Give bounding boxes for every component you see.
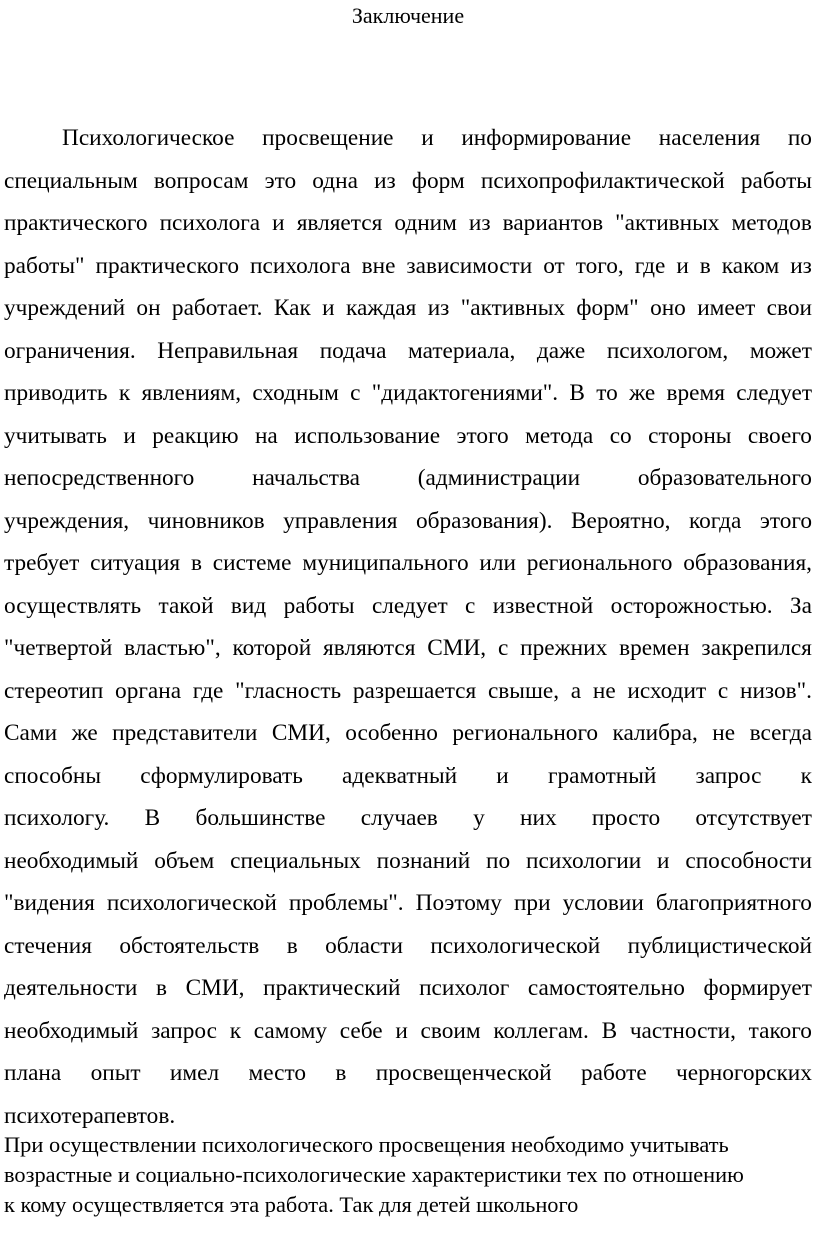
- word: такой: [158, 592, 214, 619]
- paragraph-line: [4, 1052, 812, 1095]
- word: место: [248, 1060, 306, 1086]
- word: Психологическое: [62, 125, 235, 151]
- word: способны: [4, 762, 101, 789]
- word: школьного: [476, 1192, 579, 1217]
- word: СМИ,: [427, 635, 487, 661]
- word: с: [717, 677, 729, 704]
- word: реакцию: [152, 422, 239, 449]
- word: "активных: [460, 295, 566, 321]
- word: по: [603, 1162, 627, 1187]
- word: запрос: [151, 1017, 217, 1044]
- word: психопрофилактической: [480, 167, 725, 194]
- word: необходимый: [4, 847, 139, 874]
- word: Как: [273, 295, 311, 321]
- word: от: [543, 252, 565, 279]
- word: практического: [4, 210, 148, 236]
- word: эта: [229, 1192, 260, 1217]
- paragraph-line: [4, 840, 812, 883]
- paragraph-line: [4, 415, 812, 458]
- word: специальным: [4, 167, 138, 194]
- word: психологической: [430, 932, 601, 959]
- word: каждая: [346, 295, 417, 321]
- word: ограничения.: [4, 337, 136, 364]
- word: для: [378, 1192, 412, 1217]
- word: запрос: [695, 762, 762, 789]
- word: и: [395, 1017, 408, 1044]
- paragraph-line: [4, 925, 812, 968]
- word: прежних: [520, 635, 608, 661]
- word: учреждений: [4, 295, 126, 321]
- word: где: [634, 252, 666, 279]
- word: Вероятно,: [570, 507, 671, 534]
- word: способности: [685, 847, 812, 874]
- word: "активных: [615, 210, 720, 236]
- word: системе: [212, 550, 292, 576]
- word: работы": [4, 252, 85, 279]
- word: даже: [536, 337, 586, 364]
- word: просвещение: [262, 125, 394, 151]
- word: психологической: [106, 890, 277, 916]
- word: же: [71, 720, 98, 746]
- word: из: [790, 252, 812, 279]
- word: работы: [283, 592, 355, 619]
- word: стороны: [648, 422, 732, 449]
- word: является: [296, 210, 383, 236]
- word: в: [335, 1060, 347, 1086]
- word: сходным: [252, 380, 339, 406]
- word: использование: [294, 422, 441, 449]
- word: вариантов: [502, 210, 604, 236]
- word: форм": [576, 295, 639, 321]
- word: психолог: [419, 975, 510, 1001]
- word: самостоятельно: [527, 975, 685, 1001]
- word: каком: [721, 252, 780, 279]
- word: калибра,: [612, 720, 698, 746]
- word: себе: [339, 1017, 383, 1044]
- paragraph-line: [4, 967, 812, 1010]
- word: психолога: [250, 252, 351, 279]
- word: деятельности: [4, 975, 138, 1001]
- word: следует: [371, 592, 448, 619]
- word: свыше,: [487, 677, 560, 704]
- word: осуществляется: [71, 1192, 224, 1217]
- word: частности,: [629, 1017, 736, 1044]
- word: плана: [4, 1060, 62, 1086]
- word: явлениям,: [141, 380, 242, 406]
- word: психологии: [526, 847, 642, 874]
- word: муниципального: [302, 550, 469, 576]
- word: зависимости: [406, 252, 533, 279]
- document-title: Заключение: [351, 3, 465, 28]
- word: образования).: [415, 507, 553, 534]
- word: населения: [658, 125, 761, 151]
- paragraph-line: [4, 287, 812, 330]
- word: отсутствует: [695, 805, 812, 831]
- word: В: [569, 380, 585, 406]
- word: имеет: [697, 295, 756, 321]
- word: с: [465, 592, 476, 619]
- word: характеристики: [411, 1162, 562, 1187]
- word: из: [427, 295, 450, 321]
- word: При: [4, 1132, 44, 1157]
- paragraph-line: [4, 542, 812, 585]
- word: и: [496, 762, 509, 789]
- word: публицистической: [627, 932, 812, 959]
- word: по: [486, 847, 511, 874]
- word: (администрации: [417, 465, 581, 491]
- word: большинстве: [195, 805, 326, 831]
- paragraph-line: [4, 372, 812, 415]
- word: осторожностью.: [610, 592, 773, 619]
- word: отношению: [632, 1162, 744, 1187]
- word: вид: [230, 592, 267, 619]
- word: Сами: [4, 720, 58, 746]
- word: За: [789, 592, 812, 619]
- word: просвещения: [378, 1132, 506, 1157]
- word: низов".: [739, 677, 812, 704]
- word: этого: [456, 422, 509, 449]
- word: психологического: [201, 1132, 374, 1157]
- word: особенно: [345, 720, 438, 746]
- paragraph-line: [4, 755, 812, 798]
- word: одна: [312, 167, 358, 194]
- paragraph-line: [4, 712, 812, 755]
- word: к: [800, 762, 812, 789]
- word: являются: [323, 635, 416, 661]
- word: материала,: [408, 337, 516, 364]
- word: возрастные: [4, 1162, 113, 1187]
- word: которой: [232, 635, 312, 661]
- word: и: [123, 422, 136, 449]
- word: представители: [112, 720, 258, 746]
- word: кому: [20, 1192, 67, 1217]
- word: требует: [4, 550, 80, 576]
- paragraph-line: [4, 330, 812, 373]
- word: "гласность: [235, 677, 342, 704]
- word: специальных: [230, 847, 361, 874]
- word: социально-психологические: [135, 1162, 406, 1187]
- paragraph-line: [4, 1190, 812, 1220]
- word: и: [272, 210, 285, 236]
- word: тех: [567, 1162, 598, 1187]
- word: в: [286, 932, 298, 959]
- word: при: [513, 890, 551, 916]
- word: этого: [759, 507, 812, 534]
- word: методов: [731, 210, 812, 236]
- word: имел: [169, 1060, 220, 1086]
- paragraph-line: [4, 627, 812, 670]
- word: учреждения,: [4, 507, 130, 534]
- word: осуществлять: [4, 592, 142, 619]
- word: благоприятного: [655, 890, 812, 916]
- word: у: [473, 805, 485, 831]
- word: СМИ,: [185, 975, 245, 1001]
- word: и: [657, 847, 670, 874]
- word: то: [596, 380, 618, 406]
- word: это: [264, 167, 297, 194]
- word: грамотный: [547, 762, 657, 789]
- paragraph-line: [4, 457, 812, 500]
- word: просвещенческой: [375, 1060, 552, 1086]
- paragraph-line: [4, 1010, 812, 1053]
- word: приводить: [4, 380, 108, 406]
- word: учитывать: [4, 422, 107, 449]
- word: формирует: [703, 975, 812, 1001]
- word: учитывать: [629, 1132, 729, 1157]
- paragraph-line: [4, 670, 812, 713]
- word: а: [570, 677, 582, 704]
- word: время: [666, 380, 725, 406]
- word: и: [421, 125, 434, 151]
- word: свои: [766, 295, 812, 321]
- paragraph-line: [4, 797, 812, 840]
- word: не: [592, 677, 616, 704]
- word: проблемы".: [288, 890, 404, 916]
- word: и: [117, 1162, 130, 1187]
- word: области: [325, 932, 403, 959]
- word: психотерапевтов.: [4, 1102, 176, 1129]
- word: к: [118, 380, 131, 406]
- word: не: [712, 720, 736, 746]
- word: начальства: [252, 465, 361, 491]
- word: стереотип: [4, 677, 104, 704]
- word: "видения: [4, 890, 95, 916]
- word: управления: [283, 507, 398, 534]
- word: оно: [650, 295, 686, 321]
- word: В: [601, 1017, 618, 1044]
- word: "дидактогениями".: [371, 380, 559, 406]
- word: стечения: [4, 932, 92, 959]
- word: одним: [394, 210, 457, 236]
- word: осуществлении: [48, 1132, 197, 1157]
- paragraph-line: [4, 585, 812, 628]
- word: адекватный: [342, 762, 458, 789]
- word: психологом,: [606, 337, 729, 364]
- word: регионального: [526, 550, 673, 576]
- paragraph-line: [4, 882, 812, 925]
- word: коллегам.: [493, 1017, 589, 1044]
- word: обстоятельств: [119, 932, 260, 959]
- paragraph-line: [4, 117, 812, 160]
- word: на: [254, 422, 278, 449]
- paragraph-line: [4, 500, 812, 543]
- word: случаев: [360, 805, 438, 831]
- word: работы: [740, 167, 812, 194]
- main-paragraph: [4, 117, 812, 1137]
- word: них: [520, 805, 557, 831]
- word: закрепился: [701, 635, 812, 661]
- word: и: [676, 252, 689, 279]
- word: из: [468, 210, 491, 236]
- word: условии: [562, 890, 644, 916]
- word: Так: [339, 1192, 374, 1217]
- paragraph-line: [4, 245, 812, 288]
- word: к: [229, 1017, 242, 1044]
- word: Поэтому: [415, 890, 502, 916]
- word: своим: [420, 1017, 481, 1044]
- word: исходит: [627, 677, 707, 704]
- word: образовательного: [637, 465, 812, 491]
- word: с: [497, 635, 509, 661]
- word: психолога: [159, 210, 261, 236]
- word: своего: [747, 422, 812, 449]
- word: чиновников: [147, 507, 265, 534]
- word: властью",: [124, 635, 221, 661]
- word: известной: [492, 592, 594, 619]
- word: ситуация: [90, 550, 181, 576]
- word: когда: [688, 507, 742, 534]
- word: информирование: [461, 125, 632, 151]
- word: опыт: [90, 1060, 141, 1086]
- word: черногорских: [676, 1060, 812, 1086]
- word: детей: [417, 1192, 471, 1217]
- word: разрешается: [352, 677, 477, 704]
- paragraph-line: [4, 202, 812, 245]
- word: "четвертой: [4, 635, 113, 661]
- word: и: [322, 295, 335, 321]
- word: необходимо: [510, 1132, 625, 1157]
- word: в: [190, 550, 202, 576]
- word: с: [350, 380, 361, 406]
- secondary-paragraph: [4, 1130, 812, 1220]
- word: органа: [115, 677, 182, 704]
- word: сформулировать: [140, 762, 303, 789]
- word: Неправильная: [157, 337, 299, 364]
- word: просто: [591, 805, 661, 831]
- word: метода: [525, 422, 594, 449]
- word: работе: [580, 1060, 647, 1086]
- word: где: [192, 677, 224, 704]
- word: объем: [154, 847, 215, 874]
- word: по: [787, 125, 812, 151]
- word: времен: [619, 635, 690, 661]
- word: он: [136, 295, 161, 321]
- word: вопросам: [153, 167, 249, 194]
- word: форм: [411, 167, 465, 194]
- word: в: [155, 975, 167, 1001]
- word: образования,: [683, 550, 812, 576]
- word: со: [609, 422, 632, 449]
- word: работа.: [264, 1192, 334, 1217]
- word: В: [144, 805, 161, 831]
- word: практического: [95, 252, 240, 279]
- word: практический: [263, 975, 401, 1001]
- word: работает.: [171, 295, 263, 321]
- word: познаний: [376, 847, 471, 874]
- word: самому: [253, 1017, 328, 1044]
- word: того,: [575, 252, 624, 279]
- word: подача: [319, 337, 387, 364]
- paragraph-line: [4, 1160, 812, 1190]
- word: всегда: [749, 720, 812, 746]
- word: в: [699, 252, 711, 279]
- word: такого: [748, 1017, 812, 1044]
- word: следует: [736, 380, 812, 406]
- word: же: [629, 380, 656, 406]
- paragraph-line: [4, 160, 812, 203]
- word: вне: [361, 252, 396, 279]
- word: из: [374, 167, 396, 194]
- word: или: [479, 550, 516, 576]
- word: непосредственного: [4, 465, 195, 491]
- word: необходимый: [4, 1017, 139, 1044]
- word: может: [749, 337, 812, 364]
- word: СМИ,: [271, 720, 331, 746]
- word: к: [4, 1192, 15, 1217]
- word: психологу.: [4, 805, 110, 831]
- paragraph-line: [4, 1130, 812, 1160]
- word: регионального: [452, 720, 599, 746]
